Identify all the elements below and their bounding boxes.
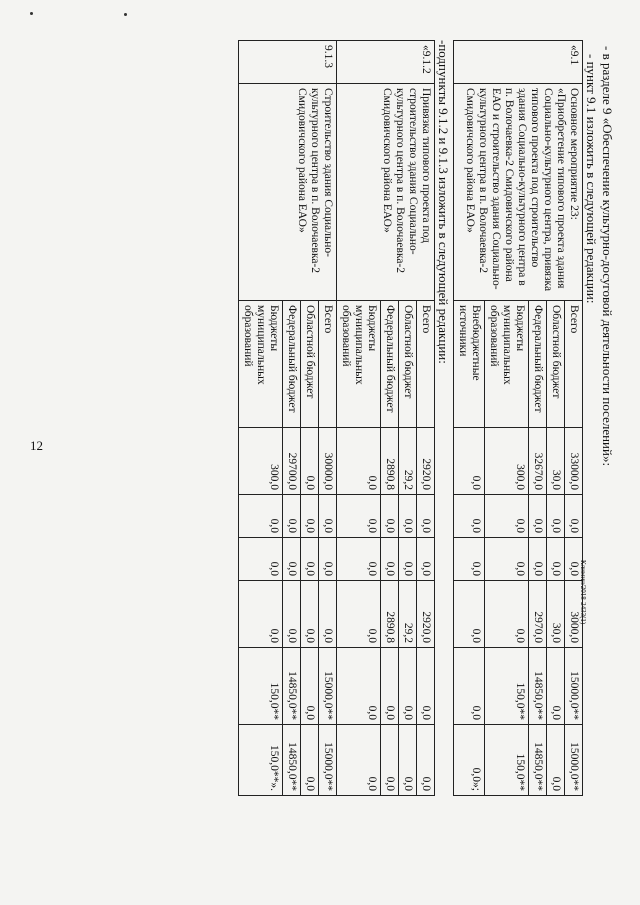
- funding-source: Федеральный бюджет: [529, 301, 547, 428]
- amount-cell: 0,0: [319, 538, 337, 581]
- funding-source: Областной бюджет: [399, 301, 417, 428]
- amount-cell: 0,0: [454, 581, 485, 648]
- funding-source: Всего: [319, 301, 337, 428]
- amount-cell: 0,0: [399, 538, 417, 581]
- amount-cell: 15000,0**: [319, 648, 337, 725]
- amount-cell: 0,0: [239, 495, 283, 538]
- amount-cell: 150,0**: [239, 648, 283, 725]
- amount-cell: 0,0: [337, 648, 381, 725]
- amount-cell: 0,0: [381, 648, 399, 725]
- amount-cell: 0,0: [301, 495, 319, 538]
- amount-cell: 0,0: [301, 538, 319, 581]
- amount-cell: 2890,8: [381, 428, 399, 495]
- amount-cell: 0,0: [485, 581, 529, 648]
- funding-source: Бюджеты муниципальных образований: [239, 301, 283, 428]
- amount-cell: 0,0: [565, 538, 583, 581]
- rotated-content: [75, 40, 615, 880]
- amount-cell: 0,0: [301, 428, 319, 495]
- amount-cell: 0,0: [417, 538, 435, 581]
- amount-cell: 30000,0: [319, 428, 337, 495]
- amount-cell: 300,0: [239, 428, 283, 495]
- amount-cell: 0,0: [399, 495, 417, 538]
- amount-cell: 33000,0: [565, 428, 583, 495]
- amount-cell: 0,0: [485, 538, 529, 581]
- subpoints-heading: -подпункты 9.1.2 и 9.1.3 изложить в следующей редакции:: [436, 40, 451, 364]
- amount-cell: 15000,0**: [319, 725, 337, 796]
- amount-cell: 0,0: [399, 725, 417, 796]
- amount-cell: 0,0: [454, 648, 485, 725]
- item-description: Привязка типового проекта под строительство здания Социально-культурного центра в п. Волочаевка-2 Смидовичского района ЕАО»: [337, 84, 435, 301]
- amount-cell: 0,0: [301, 581, 319, 648]
- amount-cell: 0,0: [337, 725, 381, 796]
- document-code: Климин/2018-2433(1): [579, 560, 587, 625]
- amount-cell: 0,0: [283, 495, 301, 538]
- amount-cell: 0,0: [337, 538, 381, 581]
- scan-speck: [30, 12, 33, 15]
- amount-cell: 0,0: [399, 648, 417, 725]
- amount-cell: 14850,0**: [529, 648, 547, 725]
- section-heading: - в разделе 9 «Обеспечение культурно-досуговой деятельности поселений»:: [600, 46, 615, 467]
- item-number: «9.1.2: [337, 41, 435, 84]
- funding-source: Бюджеты муниципальных образований: [485, 301, 529, 428]
- amount-cell: 32670,0: [529, 428, 547, 495]
- amount-cell: 0,0: [337, 495, 381, 538]
- item-description: Строительство здания Социально-культурного центра в п. Волочаевка-2 Смидовичского района ЕАО»: [239, 84, 337, 301]
- amount-cell: 0,0: [319, 495, 337, 538]
- page-number: 12: [30, 438, 43, 453]
- amount-cell: 29700,0: [283, 428, 301, 495]
- amount-cell: 0,0: [337, 428, 381, 495]
- amount-cell: 14850,0**: [283, 725, 301, 796]
- amount-cell: 0,0: [454, 538, 485, 581]
- amount-cell: 0,0: [301, 648, 319, 725]
- amount-cell: 0,0: [381, 495, 399, 538]
- amount-cell: 0,0: [417, 725, 435, 796]
- amount-cell: 0,0: [547, 648, 565, 725]
- funding-source: Областной бюджет: [547, 301, 565, 428]
- table-row: [417, 41, 435, 796]
- amount-cell: 29,2: [399, 581, 417, 648]
- amount-cell: 0,0: [547, 725, 565, 796]
- point-heading: - пункт 9.1 изложить в следующей редакции:: [584, 54, 599, 304]
- amount-cell: 0,0: [239, 538, 283, 581]
- amount-cell: 3000,0: [565, 581, 583, 648]
- amount-cell: 0,0: [454, 428, 485, 495]
- amount-cell: 300,0: [485, 428, 529, 495]
- amount-cell: 30,0: [547, 581, 565, 648]
- item-description: Основное мероприятие 23: «Приобретение типового проекта здания Социально-культурного центра, привязка типового проекта под строительство здания Социально-культурного центра в п. Волочаевка-2 Смидовичского района ЕАО и строительство здания Социально-культурного центра в п. Волочаевка-2 Смидовичского района ЕАО»: [454, 84, 583, 301]
- amount-cell: 0,0: [283, 581, 301, 648]
- funding-source: Федеральный бюджет: [283, 301, 301, 428]
- funding-source: Федеральный бюджет: [381, 301, 399, 428]
- amount-cell: 0,0: [337, 581, 381, 648]
- amount-cell: 0,0: [417, 648, 435, 725]
- amount-cell: 0,0: [547, 495, 565, 538]
- amount-cell: 14850,0**: [283, 648, 301, 725]
- amount-cell: 150,0**: [485, 648, 529, 725]
- amount-cell: 0,0: [485, 495, 529, 538]
- scan-speck: [124, 13, 127, 16]
- amount-cell: 2970,0: [529, 581, 547, 648]
- amount-cell: 0,0: [529, 538, 547, 581]
- amount-cell: 0,0: [454, 495, 485, 538]
- table-point-9-1: [453, 40, 583, 796]
- amount-cell: 15000,0**: [565, 725, 583, 796]
- funding-source: Внебюджетные источники: [454, 301, 485, 428]
- amount-cell: 29,2: [399, 428, 417, 495]
- amount-cell: 150,0**: [485, 725, 529, 796]
- amount-cell: 15000,0**: [565, 648, 583, 725]
- table-subpoints: [238, 40, 435, 796]
- amount-cell: 0,0: [565, 495, 583, 538]
- funding-source: Всего: [565, 301, 583, 428]
- amount-cell: 2890,8: [381, 581, 399, 648]
- amount-cell: 2920,0: [417, 428, 435, 495]
- amount-cell: 0,0»;: [454, 725, 485, 796]
- amount-cell: 0,0: [381, 725, 399, 796]
- amount-cell: 0,0: [239, 581, 283, 648]
- amount-cell: 30,0: [547, 428, 565, 495]
- table-row: [565, 41, 583, 796]
- funding-source: Всего: [417, 301, 435, 428]
- item-number: «9.1: [454, 41, 583, 84]
- amount-cell: 0,0: [283, 538, 301, 581]
- amount-cell: 150,0**».: [239, 725, 283, 796]
- item-number: 9.1.3: [239, 41, 337, 84]
- amount-cell: 0,0: [417, 495, 435, 538]
- amount-cell: 0,0: [319, 581, 337, 648]
- amount-cell: 14850,0**: [529, 725, 547, 796]
- amount-cell: 0,0: [529, 495, 547, 538]
- funding-source: Бюджеты муниципальных образований: [337, 301, 381, 428]
- amount-cell: 2920,0: [417, 581, 435, 648]
- amount-cell: 0,0: [301, 725, 319, 796]
- amount-cell: 0,0: [381, 538, 399, 581]
- amount-cell: 0,0: [547, 538, 565, 581]
- table-row: [319, 41, 337, 796]
- funding-source: Областной бюджет: [301, 301, 319, 428]
